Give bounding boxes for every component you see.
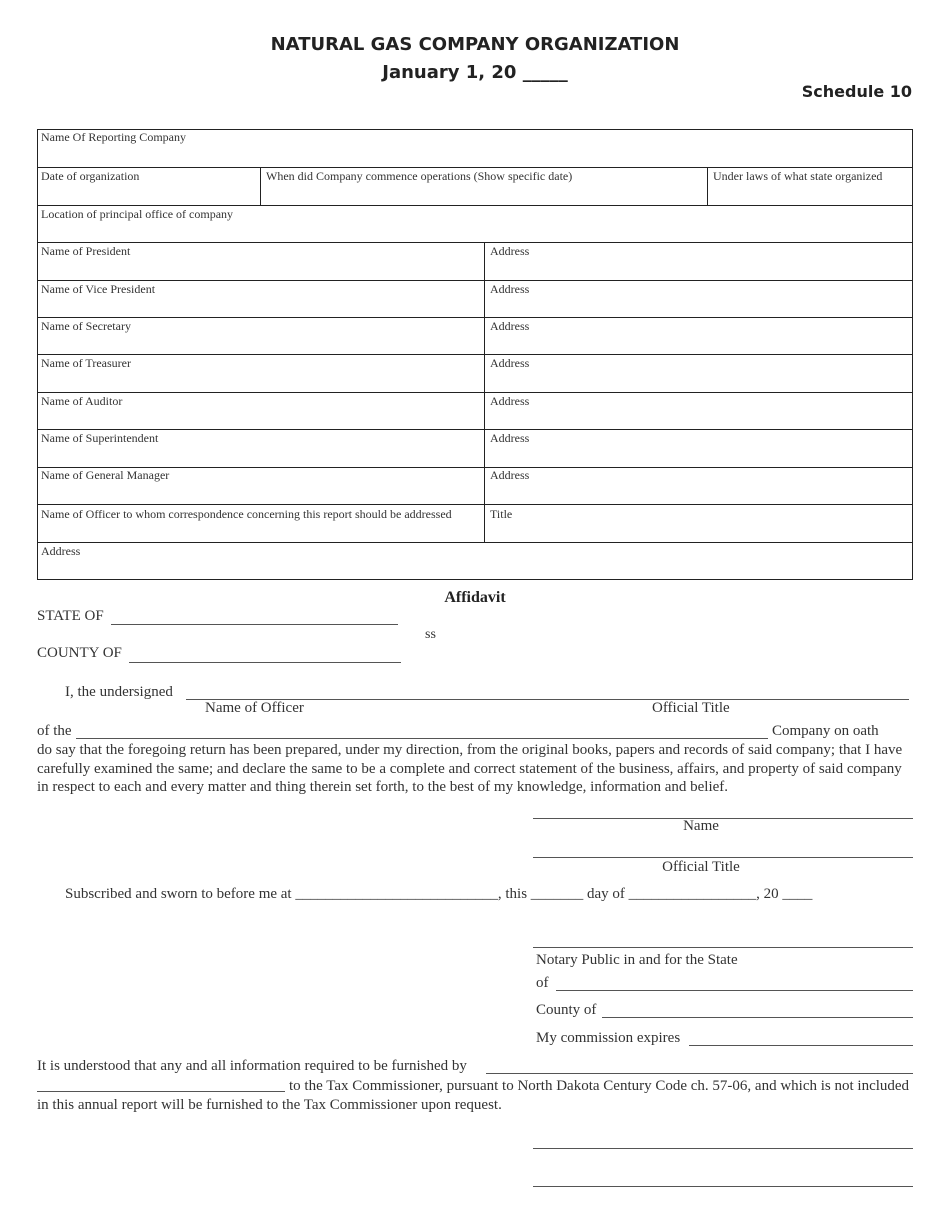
vice-president-address-field[interactable]: Address — [490, 282, 530, 296]
secretary-name-field[interactable]: Name of Secretary — [41, 319, 131, 333]
superintendent-name-field[interactable]: Name of Superintendent — [41, 431, 159, 445]
commission-expires-line[interactable] — [689, 1045, 913, 1046]
correspondence-title-field[interactable]: Title — [490, 507, 513, 521]
signature-name-caption: Name — [683, 818, 719, 834]
superintendent-address-field[interactable]: Address — [490, 431, 530, 445]
secretary-address-field[interactable]: Address — [490, 319, 530, 333]
state-organized-field[interactable]: Under laws of what state organized — [713, 169, 883, 183]
general-manager-address-field[interactable]: Address — [490, 468, 530, 482]
understood-statement: to the Tax Commissioner, pursuant to North Dakota Century Code ch. 57-06, and which is not included in this annual report will be furnished to the Tax Commissioner upon request. — [37, 1078, 910, 1113]
furnisher-line[interactable] — [486, 1073, 913, 1074]
correspondence-officer-field[interactable]: Name of Officer to whom correspondence concerning this report should be addressed — [41, 507, 452, 521]
reporting-company-field[interactable]: Name Of Reporting Company — [41, 130, 186, 144]
affidavit-heading: Affidavit — [444, 589, 506, 606]
commission-expires-label: My commission expires — [536, 1030, 681, 1046]
notary-county-label: County of — [536, 1002, 597, 1018]
notary-signature-line[interactable] — [533, 947, 913, 948]
notary-of-label: of — [536, 975, 549, 991]
auditor-address-field[interactable]: Address — [490, 394, 530, 408]
county-of-label: COUNTY OF — [37, 645, 122, 661]
final-signature-line-2[interactable] — [533, 1186, 913, 1187]
official-title-caption: Official Title — [652, 700, 730, 716]
name-of-officer-caption: Name of Officer — [205, 700, 304, 716]
notary-county-line[interactable] — [602, 1017, 913, 1018]
notary-state-line[interactable] — [556, 990, 913, 991]
commence-operations-field[interactable]: When did Company commence operations (Show specific date) — [266, 169, 573, 183]
ss-label: ss — [425, 627, 436, 642]
state-of-label: STATE OF — [37, 608, 104, 624]
date-of-organization-field[interactable]: Date of organization — [41, 169, 140, 183]
company-name-line[interactable] — [76, 738, 768, 739]
date-line: January 1, 20 _____ — [382, 62, 568, 83]
correspondence-address-field[interactable]: Address — [41, 544, 81, 558]
president-name-field[interactable]: Name of President — [41, 244, 131, 258]
auditor-name-field[interactable]: Name of Auditor — [41, 394, 123, 408]
signature-title-line[interactable] — [533, 857, 913, 858]
treasurer-address-field[interactable]: Address — [490, 356, 530, 370]
understood-label: It is understood that any and all information required to be furnished by — [37, 1058, 467, 1074]
general-manager-name-field[interactable]: Name of General Manager — [41, 468, 170, 482]
county-of-line[interactable] — [129, 662, 401, 663]
vice-president-name-field[interactable]: Name of Vice President — [41, 282, 156, 296]
president-address-field[interactable]: Address — [490, 244, 530, 258]
page-title: NATURAL GAS COMPANY ORGANIZATION — [270, 34, 680, 55]
notary-label: Notary Public in and for the State — [536, 952, 738, 968]
final-signature-line-1[interactable] — [533, 1148, 913, 1149]
of-the-label: of the — [37, 723, 72, 739]
state-of-line[interactable] — [111, 624, 398, 625]
subscribed-sworn-line[interactable]: Subscribed and sworn to before me at ___________________________, this _______ day of _________________, 20 ____ — [65, 886, 813, 902]
affidavit-statement: do say that the foregoing return has been prepared, under my direction, from the original books, papers and records of said company; that I have carefully examined the same; and declare the same to be a complete and correct statement of the business, affairs, and property of said company in respect to each and every matter and thing therein set forth, to the best of my knowledge, information and belief. — [37, 742, 903, 795]
undersigned-label: I, the undersigned — [65, 684, 173, 700]
company-on-oath-label: Company on oath — [772, 723, 879, 739]
signature-title-caption: Official Title — [662, 859, 740, 875]
treasurer-name-field[interactable]: Name of Treasurer — [41, 356, 131, 370]
schedule-label: Schedule 10 — [801, 82, 912, 101]
principal-office-field[interactable]: Location of principal office of company — [41, 207, 234, 221]
